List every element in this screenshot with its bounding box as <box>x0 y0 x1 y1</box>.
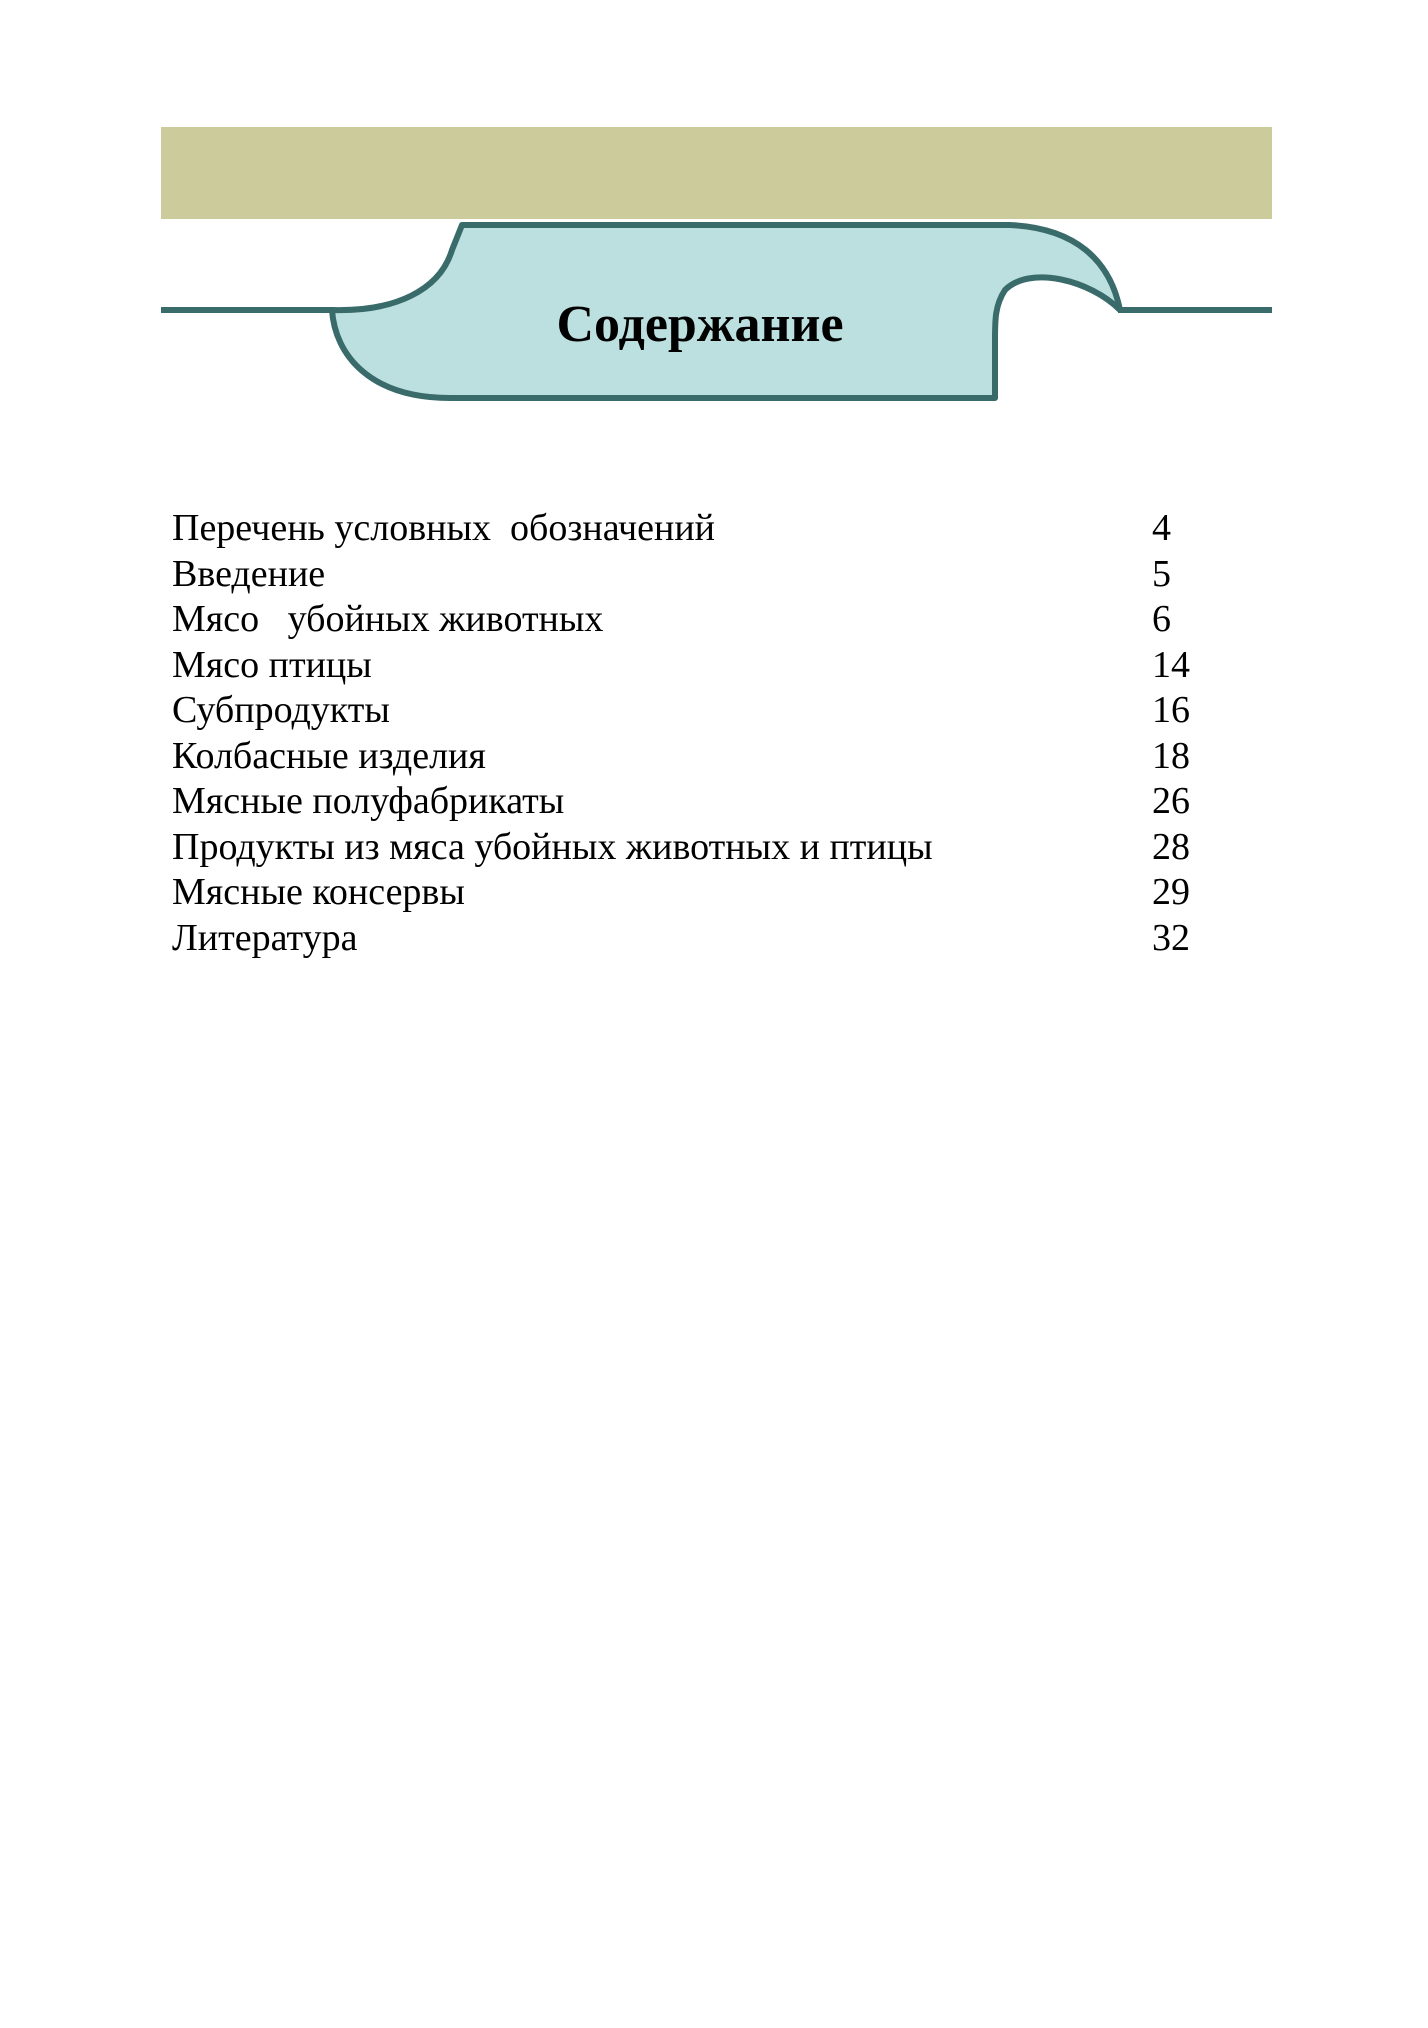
toc-item-label: Мясо птицы <box>172 643 372 686</box>
toc-row <box>172 734 1222 780</box>
toc-item-label: Мясные полуфабрикаты <box>172 780 565 822</box>
toc-item-page: 18 <box>1152 734 1190 777</box>
toc-row <box>172 552 1222 598</box>
toc-item-label: Продукты из мяса убойных животных и птицы <box>172 825 933 868</box>
toc-item-label: Литература <box>172 916 358 959</box>
toc-item-page: 14 <box>1152 643 1190 686</box>
toc-row <box>172 779 1222 825</box>
toc-item-page: 16 <box>1152 689 1190 731</box>
toc-row <box>172 825 1222 871</box>
toc-item-page: 29 <box>1152 871 1190 913</box>
toc-row <box>172 688 1222 734</box>
toc-item-label: Введение <box>172 552 326 595</box>
toc-item-page: 4 <box>1152 507 1171 549</box>
toc-item-label: Колбасные изделия <box>172 734 486 777</box>
toc-item-page: 5 <box>1152 552 1171 595</box>
toc-item-page: 28 <box>1152 825 1190 868</box>
toc-row <box>172 597 1222 643</box>
toc-item-page: 32 <box>1152 916 1190 959</box>
toc-row <box>172 916 1222 962</box>
page-title: Содержание <box>556 296 844 353</box>
toc-row <box>172 506 1222 552</box>
toc-row <box>172 870 1222 916</box>
toc-row <box>172 643 1222 689</box>
toc-item-label: Субпродукты <box>172 689 390 731</box>
toc-item-label: Мясо убойных животных <box>172 598 604 640</box>
table-of-contents <box>172 506 1222 961</box>
toc-item-label: Перечень условных обозначений <box>172 507 716 549</box>
header-band-rect <box>161 127 1272 219</box>
toc-item-page: 26 <box>1152 780 1190 822</box>
toc-item-page: 6 <box>1152 598 1171 640</box>
toc-item-label: Мясные консервы <box>172 871 465 913</box>
